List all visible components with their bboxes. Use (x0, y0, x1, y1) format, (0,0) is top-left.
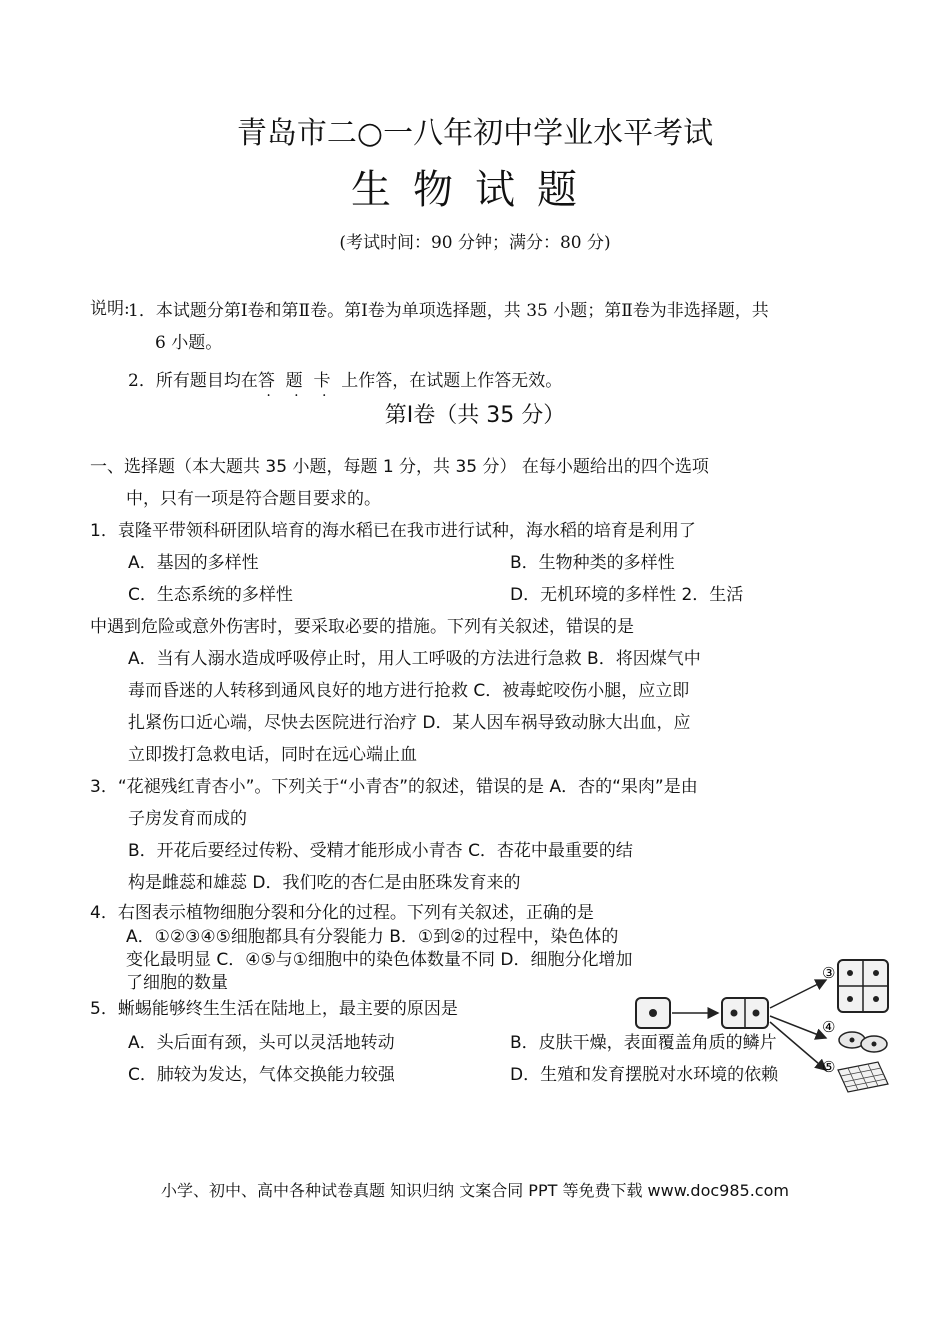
emphasis-char-1: 答 (257, 371, 275, 391)
label-3: ③ (822, 964, 836, 982)
section-title: 第Ⅰ卷（共 35 分） (384, 403, 566, 428)
instruction-2 (128, 366, 562, 391)
q5-option-d: D．生殖和发育摆脱对水环境的依赖 (510, 1065, 779, 1085)
arrow-2-to-3 (770, 980, 826, 1008)
q1-option-a: A．基因的多样性 (128, 553, 259, 573)
q4-line3: 变化最明显 C．④⑤与①细胞中的染色体数量不同 D．细胞分化增加 (126, 950, 633, 970)
cell-division-diagram (626, 958, 896, 1098)
q3-line1: 3．“花褪残红青杏小”。下列关于“小青杏”的叙述，错误的是 A．杏的“果肉”是由 (90, 777, 698, 797)
q1-option-d: D．无机环境的多样性 2．生活 (510, 585, 744, 605)
exam-info: (考试时间：90 分钟；满分：80 分) (339, 233, 611, 253)
instruction-2-before: 2．所有题目均在 (128, 371, 258, 391)
arrow-2-to-5 (770, 1022, 826, 1070)
exam-title: 青岛市二○一八年初中学业水平考试 (236, 116, 714, 151)
cell-2 (722, 998, 768, 1028)
cell-4 (839, 1032, 887, 1052)
q5-option-b: B．皮肤干燥，表面覆盖角质的鳞片 (510, 1033, 777, 1053)
q5-option-a: A．头后面有颈，头可以灵活地转动 (128, 1033, 395, 1053)
footer-text: 小学、初中、高中各种试卷真题 知识归纳 文案合同 PPT 等免费下载 www.doc985.com (161, 1181, 789, 1200)
q1-stem: 1．袁隆平带领科研团队培育的海水稻已在我市进行试种，海水稻的培育是利用了 (90, 521, 696, 541)
q2-line5: 立即拨打急救电话，同时在远心端止血 (128, 745, 417, 765)
q5-option-c: C．肺较为发达，气体交换能力较强 (128, 1065, 395, 1085)
q3-line4: 构是雌蕊和雄蕊 D．我们吃的杏仁是由胚珠发育来的 (128, 873, 521, 893)
q2-line1: 中遇到危险或意外伤害时，要采取必要的措施。下列有关叙述，错误的是 (90, 617, 634, 637)
cell-1 (636, 998, 670, 1028)
instruction-2-after: 上作答，在试题上作答无效。 (341, 371, 563, 391)
q1-option-c: C．生态系统的多样性 (128, 585, 293, 605)
q2-line2: A．当有人溺水造成呼吸停止时，用人工呼吸的方法进行急救 B．将因煤气中 (128, 649, 701, 669)
q4-line4: 了细胞的数量 (126, 973, 228, 993)
q4-line1: 4．右图表示植物细胞分裂和分化的过程。下列有关叙述，正确的是 (90, 903, 594, 923)
cell-5 (838, 1062, 888, 1092)
subject-title: 生物试题 (351, 167, 599, 213)
cell-3 (838, 960, 888, 1012)
label-4: ④ (822, 1018, 836, 1036)
q1-option-b: B．生物种类的多样性 (510, 553, 675, 573)
q2-line4: 扎紧伤口近心端，尽快去医院进行治疗 D．某人因车祸导致动脉大出血，应 (128, 713, 691, 733)
q3-line2: 子房发育而成的 (128, 809, 247, 829)
q5-stem: 5．蜥蜴能够终生生活在陆地上，最主要的原因是 (90, 999, 458, 1019)
instruction-1-line1: 1．本试题分第Ⅰ卷和第Ⅱ卷。第Ⅰ卷为单项选择题，共 35 小题；第Ⅱ卷为非选择题，共 (128, 301, 769, 321)
label-5: ⑤ (822, 1058, 836, 1076)
q3-line3: B．开花后要经过传粉、受精才能形成小青杏 C．杏花中最重要的结 (128, 841, 633, 861)
part1-heading-line1: 一、选择题（本大题共 35 小题，每题 1 分，共 35 分） 在每小题给出的四个选项 (90, 457, 709, 477)
emphasis-char-3: 卡 (313, 371, 331, 391)
q2-line3: 毒而昏迷的人转移到通风良好的地方进行抢救 C．被毒蛇咬伤小腿，应立即 (128, 681, 690, 701)
arrow-2-to-4 (770, 1016, 826, 1038)
emphasis-char-2: 题 (285, 371, 303, 391)
part1-heading-line2: 中，只有一项是符合题目要求的。 (126, 489, 381, 509)
instructions-label: 说明: (90, 299, 130, 319)
instruction-1-line2: 6 小题。 (155, 333, 223, 353)
q4-line2: A．①②③④⑤细胞都具有分裂能力 B．①到②的过程中，染色体的 (126, 927, 619, 947)
